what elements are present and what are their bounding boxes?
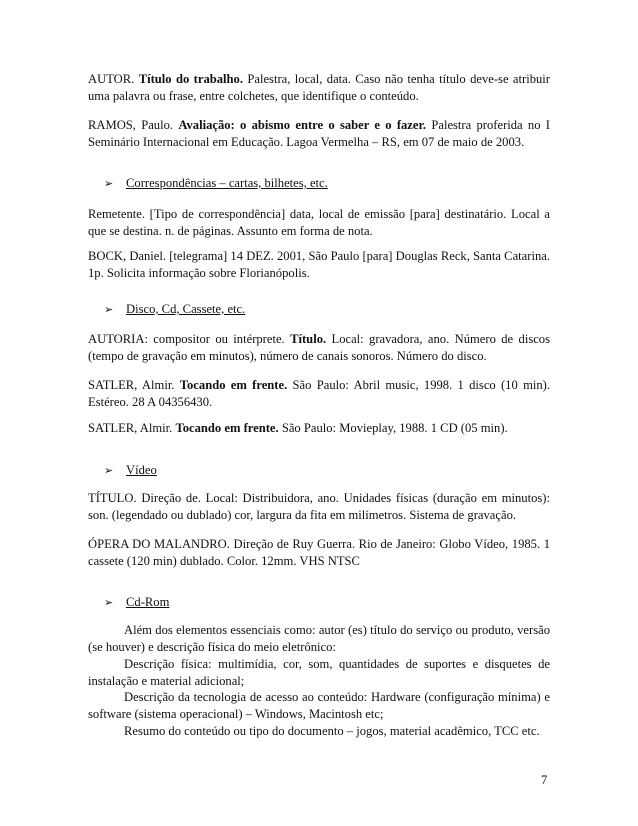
paragraph-text: São Paulo: Abril music, 1998. 1 disco (10 min). Estéreo. 28 A 04356430. [88, 378, 551, 409]
section-heading [104, 175, 328, 193]
bold-title-text: Título. [290, 332, 327, 346]
paragraph-text: São Paulo: Movieplay, 1988. 1 CD (05 min). [278, 421, 508, 435]
reference-paragraph [88, 71, 550, 105]
section-heading-text: Disco, Cd, Cassete, etc. [126, 302, 246, 316]
section-heading-text: Correspondências – cartas, bilhetes, etc. [126, 176, 328, 190]
reference-paragraph [88, 420, 550, 437]
arrow-bullet-icon: ➢ [104, 304, 114, 316]
paragraph-text: Palestra, local, data. Caso não tenha título deve-se atribuir uma palavra ou frase, entre colchetes, que identifique o conteúdo. [88, 72, 550, 103]
reference-paragraph [88, 656, 550, 690]
paragraph-text: Descrição física: multimídia, cor, som, quantidades de suportes e disquetes de instalação e material adicional; [88, 657, 550, 688]
reference-paragraph [88, 536, 550, 570]
bold-title-text: Avaliação: o abismo entre o saber e o fazer. [178, 118, 427, 132]
reference-paragraph [88, 723, 550, 740]
reference-paragraph [88, 689, 550, 723]
bold-title-text: Tocando em frente. [175, 421, 279, 435]
page-number: 7 [541, 773, 548, 787]
paragraph-text: ÓPERA DO MALANDRO. Direção de Ruy Guerra. Rio de Janeiro: Globo Vídeo, 1985. 1 cassete (120 min) dublado. Color. 12mm. VHS NTSC [88, 537, 550, 568]
paragraph-text: Descrição da tecnologia de acesso ao conteúdo: Hardware (configuração mínima) e software (sistema operacional) – Windows, Macintosh etc; [88, 690, 550, 721]
paragraph-text: SATLER, Almir. [88, 421, 176, 435]
paragraph-text: RAMOS, Paulo. [88, 118, 179, 132]
arrow-bullet-icon: ➢ [104, 465, 114, 477]
paragraph-text: Remetente. [Tipo de correspondência] data, local de emissão [para] destinatário. Local a que se destina. n. de páginas. Assunto em forma de nota. [88, 207, 550, 238]
paragraph-text: AUTOR. [88, 72, 139, 86]
paragraph-text: SATLER, Almir. [88, 378, 180, 392]
reference-paragraph [88, 377, 550, 411]
reference-paragraph [88, 490, 550, 524]
paragraph-text: Além dos elementos essenciais como: autor (es) título do serviço ou produto, versão (se houver) e descrição física do meio eletrônico: [88, 623, 550, 654]
section-heading [104, 301, 245, 319]
reference-paragraph [88, 117, 550, 151]
reference-paragraph [88, 206, 550, 240]
arrow-bullet-icon: ➢ [104, 597, 114, 609]
section-heading [104, 462, 157, 480]
reference-paragraph [88, 622, 550, 656]
paragraph-text: Palestra proferida no I Seminário Internacional em Educação. Lagoa Vermelha – RS, em 07 de maio de 2003. [88, 118, 550, 149]
bold-title-text: Tocando em frente. [179, 378, 288, 392]
reference-paragraph [88, 248, 550, 282]
reference-paragraph [88, 331, 550, 365]
paragraph-text: AUTORIA: compositor ou intérprete. [88, 332, 291, 346]
section-heading [104, 594, 169, 612]
paragraph-text: Resumo do conteúdo ou tipo do documento – jogos, material acadêmico, TCC etc. [124, 724, 540, 738]
paragraph-text: Local: gravadora, ano. Número de discos (tempo de gravação em minutos), número de canais sonoros. Número do disco. [88, 332, 551, 363]
section-heading-text: Vídeo [126, 463, 157, 477]
bold-title-text: Título do trabalho. [138, 72, 243, 86]
section-heading-text: Cd-Rom [126, 595, 170, 609]
arrow-bullet-icon: ➢ [104, 178, 114, 190]
paragraph-text: BOCK, Daniel. [telegrama] 14 DEZ. 2001, São Paulo [para] Douglas Reck, Santa Catarina. 1p. Solicita informação sobre Florianópolis. [88, 249, 550, 280]
paragraph-text: TÍTULO. Direção de. Local: Distribuidora, ano. Unidades físicas (duração em minutos): son. (legendado ou dublado) cor, largura da fita em milímetros. Sistema de gravação. [88, 491, 550, 522]
